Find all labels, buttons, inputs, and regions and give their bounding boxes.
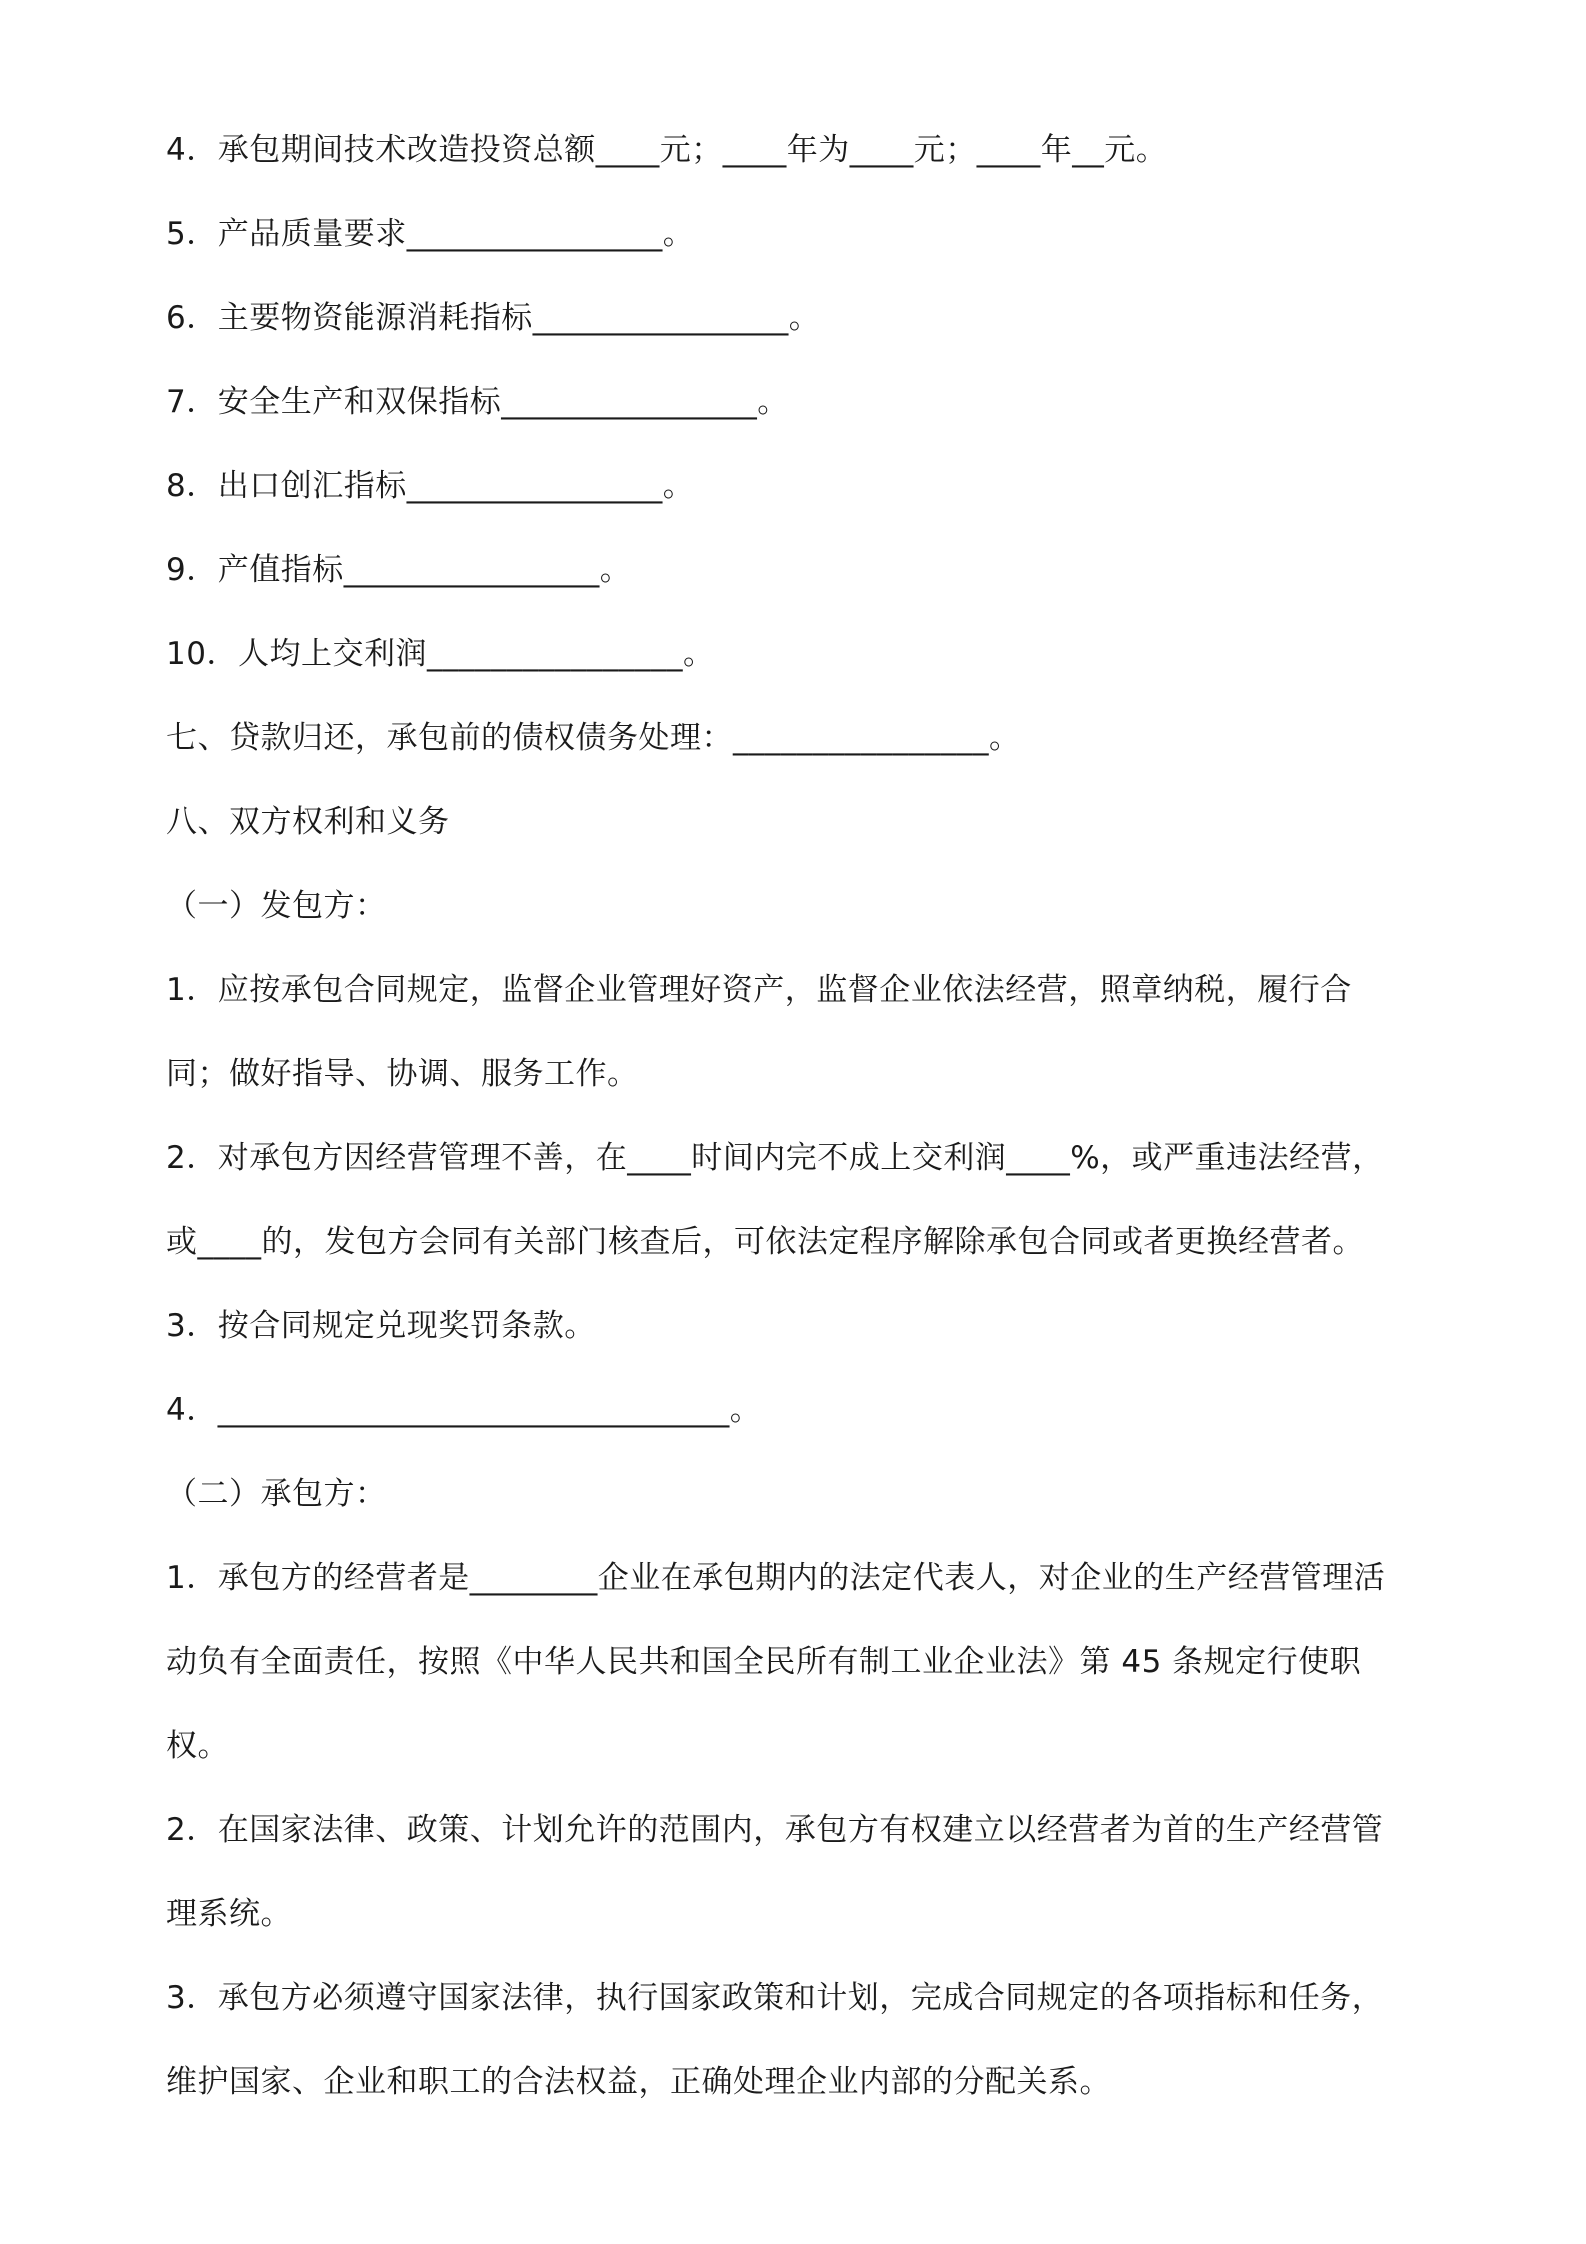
section-8-heading: 八、双方权利和义务: [166, 804, 450, 840]
employer-item-1-line-1: 1．应按承包合同规定，监督企业管理好资产，监督企业依法经营，照章纳税，履行合: [166, 972, 1352, 1008]
contractor-item-1-line-2: 动负有全面责任，按照《中华人民共和国全民所有制工业企业法》第 45 条规定行使职: [166, 1644, 1362, 1680]
employer-item-2-line-1: 2．对承包方因经营管理不善，在____时间内完不成上交利润____%，或严重违法经营，: [166, 1140, 1384, 1176]
subsection-1-heading: （一）发包方：: [166, 888, 387, 924]
item-6-energy: 6．主要物资能源消耗指标________________。: [166, 300, 821, 336]
contractor-item-1-line-1: 1．承包方的经营者是________企业在承包期内的法定代表人，对企业的生产经营管理活: [166, 1560, 1386, 1596]
contractor-item-1-line-3: 权。: [166, 1728, 229, 1764]
employer-item-2-line-2: 或____的，发包方会同有关部门核查后，可依法定程序解除承包合同或者更换经营者。: [166, 1224, 1364, 1260]
contractor-item-3-line-2: 维护国家、企业和职工的合法权益，正确处理企业内部的分配关系。: [166, 2064, 1111, 2100]
item-5-quality: 5．产品质量要求________________。: [166, 216, 695, 252]
item-10-profit: 10．人均上交利润________________。: [166, 636, 715, 672]
employer-item-4: 4．________________________________。: [166, 1392, 762, 1428]
item-7-safety: 7．安全生产和双保指标________________。: [166, 384, 789, 420]
contractor-item-3-line-1: 3．承包方必须遵守国家法律，执行国家政策和计划，完成合同规定的各项指标和任务，: [166, 1980, 1384, 2016]
section-7-loan: 七、贷款归还，承包前的债权债务处理：________________。: [166, 720, 1021, 756]
item-8-export: 8．出口创汇指标________________。: [166, 468, 695, 504]
item-4-investment: 4．承包期间技术改造投资总额____元；____年为____元；____年__元。: [166, 132, 1168, 168]
item-9-output-value: 9．产值指标________________。: [166, 552, 632, 588]
employer-item-1-line-2: 同；做好指导、协调、服务工作。: [166, 1056, 639, 1092]
subsection-2-heading: （二）承包方：: [166, 1476, 387, 1512]
employer-item-3: 3．按合同规定兑现奖罚条款。: [166, 1308, 596, 1344]
contractor-item-2-line-1: 2．在国家法律、政策、计划允许的范围内，承包方有权建立以经营者为首的生产经营管: [166, 1812, 1384, 1848]
contractor-item-2-line-2: 理系统。: [166, 1896, 292, 1932]
